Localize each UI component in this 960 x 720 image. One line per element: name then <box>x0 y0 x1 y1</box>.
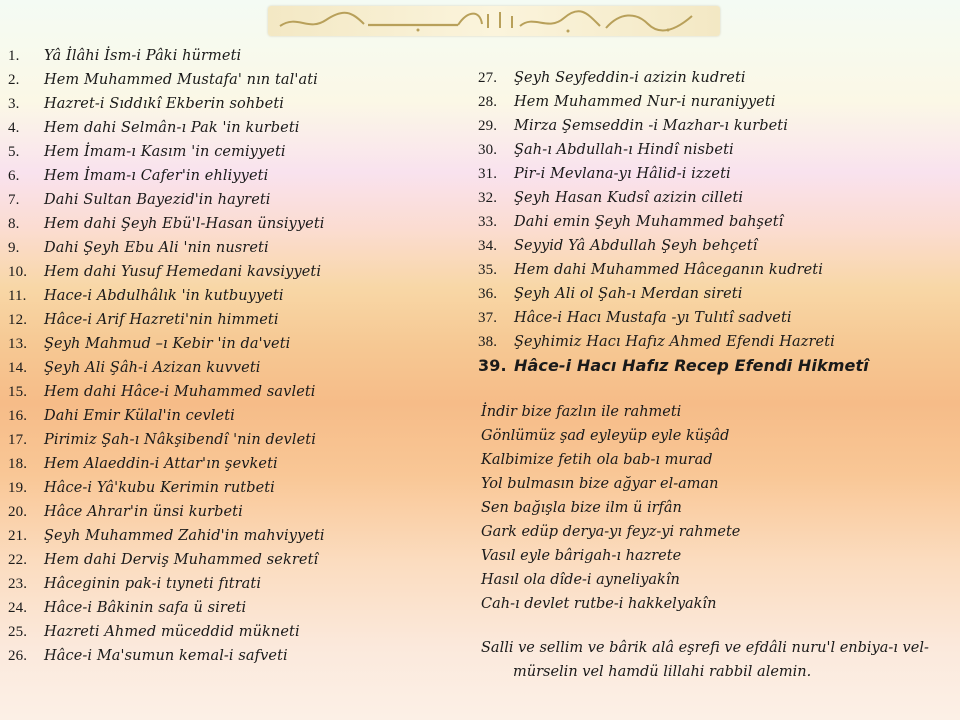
list-item <box>8 380 325 404</box>
basmala-calligraphy-icon <box>268 6 720 36</box>
list-item <box>478 282 869 306</box>
item-number: 18. <box>8 456 28 472</box>
item-text: Hem dahi Muhammed Hâceganın kudreti <box>514 262 823 278</box>
item-text: Hem dahi Şeyh Ebü'l-Hasan ünsiyyeti <box>44 216 325 232</box>
item-number: 38. <box>478 334 498 350</box>
list-item <box>478 210 869 234</box>
list-item <box>8 356 325 380</box>
item-text: Hâce-i Bâkinin safa ü sireti <box>44 600 247 616</box>
item-text: Hem dahi Selmân-ı Pak 'in kurbeti <box>44 120 300 136</box>
list-item <box>8 188 325 212</box>
list-item <box>8 236 325 260</box>
list-item <box>478 186 869 210</box>
list-item <box>478 234 869 258</box>
list-item <box>8 596 325 620</box>
item-text: Dahi Şeyh Ebu Ali 'nin nusreti <box>44 240 269 256</box>
prayer-line: Vasıl eyle bârigah-ı hazrete <box>481 548 682 564</box>
item-number: 5. <box>8 144 20 160</box>
list-item <box>8 308 325 332</box>
item-number: 26. <box>8 648 28 664</box>
list-item <box>478 258 869 282</box>
item-number: 19. <box>8 480 28 496</box>
list-item <box>478 162 869 186</box>
item-number: 35. <box>478 262 498 278</box>
prayer-line: Gark edüp derya-yı feyz-yi rahmete <box>481 524 741 540</box>
item-number: 14. <box>8 360 28 376</box>
item-number: 3. <box>8 96 20 112</box>
item-text: Şeyh Mahmud –ı Kebir 'in da'veti <box>44 336 291 352</box>
item-text: Şeyhimiz Hacı Hafız Ahmed Efendi Hazreti <box>514 334 835 350</box>
list-item <box>8 500 325 524</box>
item-text: Hâceginin pak-i tıyneti fıtrati <box>44 576 262 592</box>
prayer-line: Kalbimize fetih ola bab-ı murad <box>481 452 713 468</box>
item-number: 24. <box>8 600 28 616</box>
item-number: 15. <box>8 384 28 400</box>
item-text: Hem dahi Yusuf Hemedani kavsiyyeti <box>44 264 322 280</box>
closing-line-1: Salli ve sellim ve bârik alâ eşrefi ve efdâli nuru'l enbiya-ı vel- <box>481 640 929 656</box>
list-item <box>478 330 869 354</box>
item-text: Şeyh Muhammed Zahid'in mahviyyeti <box>44 528 325 544</box>
prayer-verses <box>481 400 740 616</box>
item-number: 4. <box>8 120 20 136</box>
item-number: 32. <box>478 190 498 206</box>
list-item <box>8 620 325 644</box>
list-item <box>478 138 869 162</box>
prayer-line: İndir bize fazlın ile rahmeti <box>481 404 682 420</box>
item-text: Hem Muhammed Nur-i nuraniyyeti <box>514 94 776 110</box>
item-text: Hazreti Ahmed müceddid mükneti <box>44 624 300 640</box>
item-text: Seyyid Yâ Abdullah Şeyh behçetî <box>514 238 758 254</box>
item-text: Hem İmam-ı Kasım 'in cemiyyeti <box>44 144 286 160</box>
item-text: Hâce-i Yâ'kubu Kerimin rutbeti <box>44 480 275 496</box>
item-number: 8. <box>8 216 20 232</box>
item-text: Hem dahi Derviş Muhammed sekretî <box>44 552 319 568</box>
item-text: Hem dahi Hâce-i Muhammed savleti <box>44 384 316 400</box>
item-text: Şeyh Hasan Kudsî azizin cilleti <box>514 190 744 206</box>
right-column-list <box>478 66 869 378</box>
item-number: 20. <box>8 504 28 520</box>
item-text: Hazret-i Sıddıkî Ekberin sohbeti <box>44 96 285 112</box>
list-item <box>8 548 325 572</box>
item-number: 2. <box>8 72 20 88</box>
item-number: 25. <box>8 624 28 640</box>
list-item <box>8 140 325 164</box>
item-text: Hâce Ahrar'in ünsi kurbeti <box>44 504 243 520</box>
list-item <box>478 90 869 114</box>
item-number: 13. <box>8 336 28 352</box>
item-text: Hâce-i Hacı Hafız Recep Efendi Hikmetî <box>514 356 869 375</box>
item-number: 1. <box>8 48 20 64</box>
item-number: 34. <box>478 238 498 254</box>
list-item <box>8 68 325 92</box>
item-text: Şah-ı Abdullah-ı Hindî nisbeti <box>514 142 734 158</box>
item-number: 39. <box>478 356 507 375</box>
item-text: Şeyh Ali ol Şah-ı Merdan sireti <box>514 286 743 302</box>
item-text: Dahi emin Şeyh Muhammed bahşetî <box>514 214 784 230</box>
list-item <box>478 114 869 138</box>
item-text: Hâce-i Hacı Mustafa -yı Tulıtî sadveti <box>514 310 792 326</box>
item-text: Mirza Şemseddin -i Mazhar-ı kurbeti <box>514 118 788 134</box>
closing-salawat <box>481 636 951 684</box>
list-item <box>8 476 325 500</box>
item-number: 10. <box>8 264 28 280</box>
item-number: 31. <box>478 166 498 182</box>
list-item <box>8 404 325 428</box>
item-text: Şeyh Seyfeddin-i azizin kudreti <box>514 70 746 86</box>
item-text: Hace-i Abdulhâlık 'in kutbuyyeti <box>44 288 284 304</box>
item-number: 11. <box>8 288 27 304</box>
item-number: 22. <box>8 552 28 568</box>
item-number: 9. <box>8 240 20 256</box>
list-item <box>8 260 325 284</box>
item-text: Pirimiz Şah-ı Nâkşibendî 'nin devleti <box>44 432 316 448</box>
list-item <box>8 164 325 188</box>
item-text: Pir-i Mevlana-yı Hâlid-i izzeti <box>514 166 731 182</box>
item-text: Dahi Emir Külal'in cevleti <box>44 408 235 424</box>
list-item <box>8 452 325 476</box>
item-number: 30. <box>478 142 498 158</box>
list-item <box>8 116 325 140</box>
list-item <box>478 306 869 330</box>
item-text: Hâce-i Ma'sumun kemal-i safveti <box>44 648 288 664</box>
list-item <box>478 66 869 90</box>
item-number: 6. <box>8 168 20 184</box>
list-item <box>8 428 325 452</box>
prayer-line: Sen bağışla bize ilm ü irfân <box>481 500 682 516</box>
item-number: 29. <box>478 118 498 134</box>
list-item <box>8 212 325 236</box>
list-item <box>8 332 325 356</box>
item-text: Hâce-i Arif Hazreti'nin himmeti <box>44 312 279 328</box>
list-item <box>8 44 325 68</box>
item-number: 12. <box>8 312 28 328</box>
item-text: Dahi Sultan Bayezid'in hayreti <box>44 192 271 208</box>
list-item <box>8 524 325 548</box>
prayer-line: Yol bulmasın bize ağyar el-aman <box>481 476 719 492</box>
left-column-list <box>8 44 325 668</box>
item-text: Şeyh Ali Şâh-i Azizan kuvveti <box>44 360 261 376</box>
closing-line-2: mürselin vel hamdü lillahi rabbil alemin. <box>513 664 812 680</box>
prayer-line: Cah-ı devlet rutbe-i hakkelyakîn <box>481 596 717 612</box>
item-text: Hem Alaeddin-i Attar'ın şevketi <box>44 456 278 472</box>
item-text: Hem İmam-ı Cafer'in ehliyyeti <box>44 168 269 184</box>
item-number: 16. <box>8 408 28 424</box>
item-number: 7. <box>8 192 20 208</box>
item-number: 21. <box>8 528 28 544</box>
list-item <box>8 92 325 116</box>
highlight-list-item <box>478 354 869 378</box>
item-number: 28. <box>478 94 498 110</box>
item-number: 27. <box>478 70 498 86</box>
list-item <box>8 572 325 596</box>
item-text: Yâ İlâhi İsm-i Pâki hürmeti <box>44 48 242 64</box>
list-item <box>8 644 325 668</box>
list-item <box>8 284 325 308</box>
prayer-line: Hasıl ola dîde-i ayneliyakîn <box>481 572 680 588</box>
item-number: 37. <box>478 310 498 326</box>
item-number: 36. <box>478 286 498 302</box>
prayer-line: Gönlümüz şad eyleyüp eyle küşâd <box>481 428 730 444</box>
item-number: 23. <box>8 576 28 592</box>
item-text: Hem Muhammed Mustafa' nın tal'ati <box>44 72 318 88</box>
item-number: 17. <box>8 432 28 448</box>
item-number: 33. <box>478 214 498 230</box>
